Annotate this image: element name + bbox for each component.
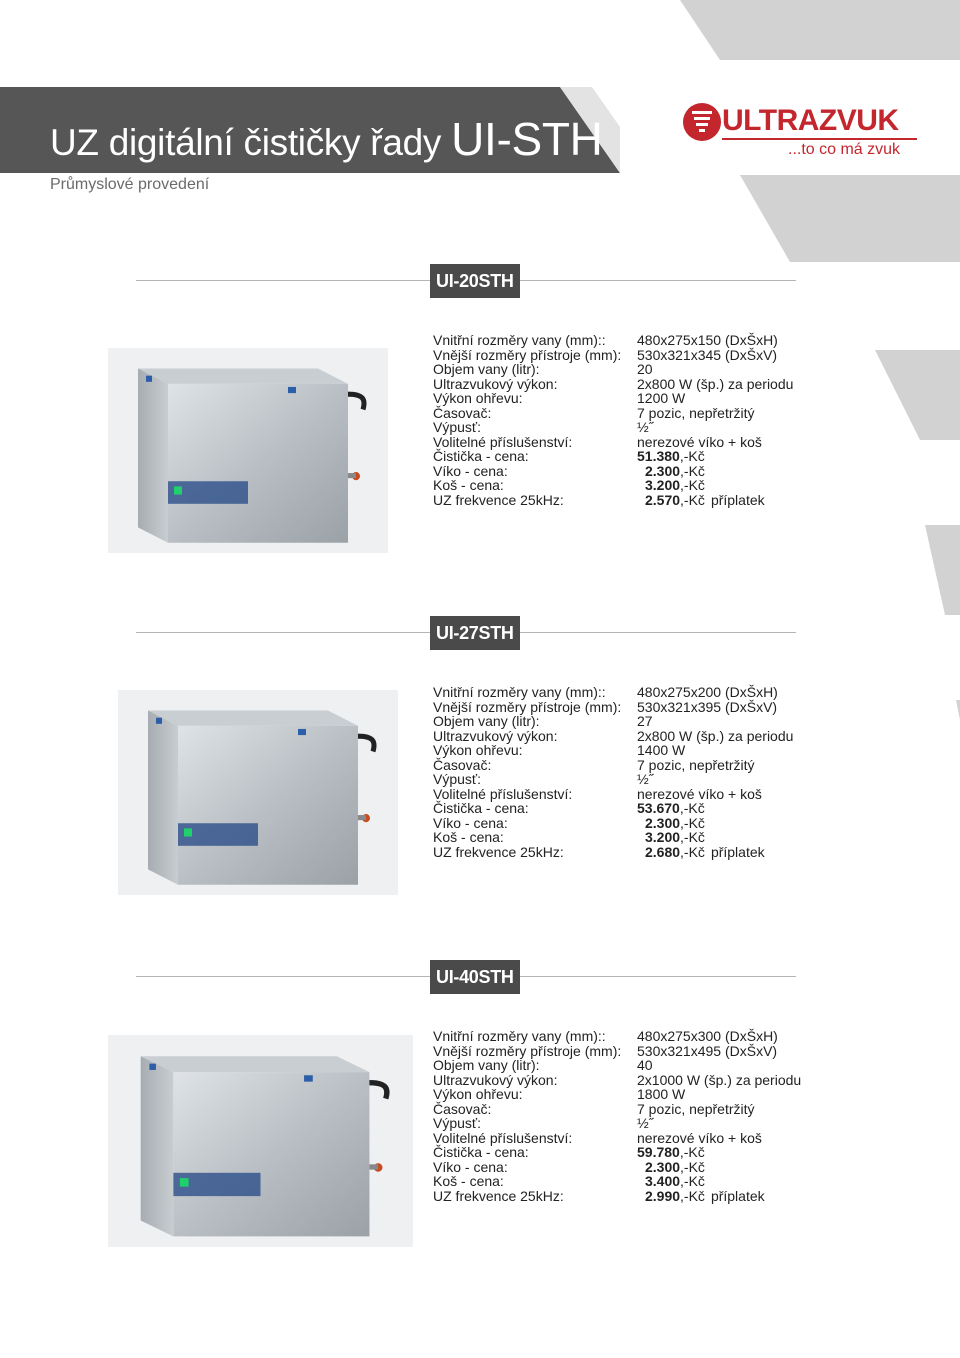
price-value — [645, 1189, 765, 1204]
page-title — [50, 112, 603, 166]
spec-row — [433, 1116, 813, 1131]
spec-value: 20 — [637, 361, 653, 377]
spec-value: 530x321x395 (DxŠxV) — [637, 698, 778, 715]
spec-row — [433, 758, 813, 773]
spec-table — [433, 685, 813, 859]
price-value — [645, 478, 705, 493]
spec-key: Vnitřní rozměry vany (mm):: — [433, 1028, 606, 1044]
price-number: 2.570 — [645, 491, 681, 508]
price-row — [433, 830, 813, 845]
price-number: 2.300 — [645, 462, 681, 479]
price-value — [645, 1174, 705, 1189]
price-key: UZ frekvence 25kHz: — [433, 491, 564, 508]
price-value — [637, 1145, 705, 1160]
spec-row — [433, 391, 813, 406]
spec-key: Ultrazvukový výkon: — [433, 375, 558, 392]
price-value — [637, 801, 705, 816]
price-row — [433, 449, 813, 464]
price-note: příplatek — [710, 843, 765, 860]
spec-row — [433, 420, 813, 435]
price-currency: ,-Kč — [680, 1158, 705, 1175]
price-number: 2.300 — [645, 1158, 681, 1175]
price-currency: ,-Kč — [679, 448, 705, 464]
product-image — [108, 1035, 413, 1247]
spec-key: Časovač: — [433, 1100, 492, 1117]
price-number: 59.780 — [637, 1144, 680, 1160]
price-row — [433, 816, 813, 831]
spec-key: Ultrazvukový výkon: — [433, 727, 558, 744]
spec-row — [433, 714, 813, 729]
product-label: UI-20STH — [430, 264, 520, 298]
price-value — [645, 1160, 705, 1175]
spec-row — [433, 333, 813, 348]
price-row — [433, 464, 813, 479]
spec-row — [433, 1058, 813, 1073]
spec-row — [433, 1073, 813, 1088]
spec-value: nerezové víko + koš — [637, 1129, 762, 1146]
price-note: příplatek — [710, 1187, 765, 1204]
spec-value: ½˝ — [637, 419, 654, 435]
spec-key: Vnitřní rozměry vany (mm):: — [433, 684, 606, 700]
price-key: Čistička - cena: — [433, 800, 529, 816]
price-number: 53.670 — [637, 800, 680, 816]
price-number: 2.300 — [645, 814, 681, 831]
price-key: Koš - cena: — [433, 1173, 504, 1189]
spec-value: nerezové víko + koš — [637, 785, 762, 802]
price-currency: ,-Kč — [680, 462, 705, 479]
price-key: Víko - cena: — [433, 462, 508, 479]
spec-row — [433, 743, 813, 758]
spec-value: 480x275x150 (DxŠxH) — [637, 332, 778, 348]
price-number: 3.200 — [645, 477, 681, 493]
spec-value: 2x800 W (šp.) za periodu — [637, 375, 794, 392]
spec-value: 530x321x495 (DxŠxV) — [637, 1042, 778, 1059]
page-title-prefix: UZ digitální čističky řady — [50, 122, 442, 163]
spec-row — [433, 1087, 813, 1102]
price-number: 51.380 — [637, 448, 680, 464]
spec-value: 480x275x300 (DxŠxH) — [637, 1028, 778, 1044]
spec-row — [433, 1102, 813, 1117]
price-key: UZ frekvence 25kHz: — [433, 1187, 564, 1204]
spec-value: 2x800 W (šp.) za periodu — [637, 727, 794, 744]
price-currency: ,-Kč — [680, 829, 705, 845]
spec-value: 7 pozic, nepřetržitý — [637, 404, 755, 421]
spec-value: 2x1000 W (šp.) za periodu — [637, 1071, 802, 1088]
spec-row — [433, 700, 813, 715]
spec-row — [433, 1029, 813, 1044]
price-number: 2.990 — [645, 1187, 681, 1204]
spec-key: Vnější rozměry přístroje (mm): — [433, 1042, 622, 1059]
spec-key: Objem vany (litr): — [433, 1057, 540, 1073]
spec-value: ½˝ — [637, 771, 654, 787]
price-key: Čistička - cena: — [433, 1144, 529, 1160]
price-row — [433, 1189, 813, 1204]
price-value — [645, 816, 705, 831]
spec-value: 530x321x345 (DxŠxV) — [637, 346, 778, 363]
spec-key: Vnitřní rozměry vany (mm):: — [433, 332, 606, 348]
spec-key: Výpusť: — [433, 419, 482, 435]
spec-row — [433, 772, 813, 787]
price-value — [637, 449, 705, 464]
spec-row — [433, 729, 813, 744]
page-subtitle: Průmyslové provedení — [50, 176, 210, 193]
price-row — [433, 1174, 813, 1189]
price-number: 3.200 — [645, 829, 681, 845]
spec-key: Volitelné příslušenství: — [433, 1129, 573, 1146]
spec-key: Časovač: — [433, 404, 492, 421]
price-row — [433, 801, 813, 816]
spec-row — [433, 1131, 813, 1146]
spec-key: Volitelné příslušenství: — [433, 433, 573, 450]
spec-value: 1200 W — [637, 390, 686, 406]
price-currency: ,-Kč — [680, 491, 705, 508]
price-currency: ,-Kč — [680, 1173, 705, 1189]
price-number: 2.680 — [645, 843, 681, 860]
spec-value: 1800 W — [637, 1086, 686, 1102]
spec-row — [433, 787, 813, 802]
spec-key: Výpusť: — [433, 771, 482, 787]
price-key: UZ frekvence 25kHz: — [433, 843, 564, 860]
spec-key: Objem vany (litr): — [433, 713, 540, 729]
spec-key: Vnější rozměry přístroje (mm): — [433, 698, 622, 715]
price-key: Koš - cena: — [433, 829, 504, 845]
price-currency: ,-Kč — [680, 843, 705, 860]
logo-tagline: ...to co má zvuk — [788, 141, 901, 158]
price-value — [645, 464, 705, 479]
page-title-model: UI-STH — [451, 113, 603, 165]
spec-key: Ultrazvukový výkon: — [433, 1071, 558, 1088]
spec-row — [433, 1044, 813, 1059]
price-row — [433, 493, 813, 508]
spec-row — [433, 685, 813, 700]
product-label: UI-27STH — [430, 616, 520, 650]
spec-row — [433, 362, 813, 377]
price-value — [645, 830, 705, 845]
product-image — [118, 690, 398, 895]
spec-key: Časovač: — [433, 756, 492, 773]
price-currency: ,-Kč — [679, 800, 705, 816]
spec-row — [433, 435, 813, 450]
spec-value: 480x275x200 (DxŠxH) — [637, 684, 778, 700]
price-currency: ,-Kč — [680, 1187, 705, 1204]
spec-table — [433, 333, 813, 507]
spec-key: Objem vany (litr): — [433, 361, 540, 377]
spec-value: 1400 W — [637, 742, 686, 758]
price-row — [433, 845, 813, 860]
price-value — [645, 845, 765, 860]
price-currency: ,-Kč — [680, 814, 705, 831]
price-value — [645, 493, 765, 508]
spec-key: Výkon ohřevu: — [433, 390, 523, 406]
price-row — [433, 1160, 813, 1175]
spec-table — [433, 1029, 813, 1203]
price-note: příplatek — [710, 491, 765, 508]
spec-key: Vnější rozměry přístroje (mm): — [433, 346, 622, 363]
price-row — [433, 478, 813, 493]
price-number: 3.400 — [645, 1173, 681, 1189]
spec-key: Výkon ohřevu: — [433, 742, 523, 758]
price-key: Víko - cena: — [433, 814, 508, 831]
spec-value: nerezové víko + koš — [637, 433, 762, 450]
spec-value: 40 — [637, 1057, 653, 1073]
price-key: Čistička - cena: — [433, 448, 529, 464]
spec-value: ½˝ — [637, 1115, 654, 1131]
price-currency: ,-Kč — [679, 1144, 705, 1160]
price-key: Koš - cena: — [433, 477, 504, 493]
product-image — [108, 348, 388, 553]
price-key: Víko - cena: — [433, 1158, 508, 1175]
spec-row — [433, 348, 813, 363]
spec-key: Výkon ohřevu: — [433, 1086, 523, 1102]
product-label: UI-40STH — [430, 960, 520, 994]
price-currency: ,-Kč — [680, 477, 705, 493]
spec-value: 7 pozic, nepřetržitý — [637, 756, 755, 773]
spec-row — [433, 406, 813, 421]
spec-value: 7 pozic, nepřetržitý — [637, 1100, 755, 1117]
spec-value: 27 — [637, 713, 653, 729]
price-row — [433, 1145, 813, 1160]
spec-key: Volitelné příslušenství: — [433, 785, 573, 802]
spec-row — [433, 377, 813, 392]
spec-key: Výpusť: — [433, 1115, 482, 1131]
logo-wordmark: ULTRAZVUK — [722, 104, 899, 137]
